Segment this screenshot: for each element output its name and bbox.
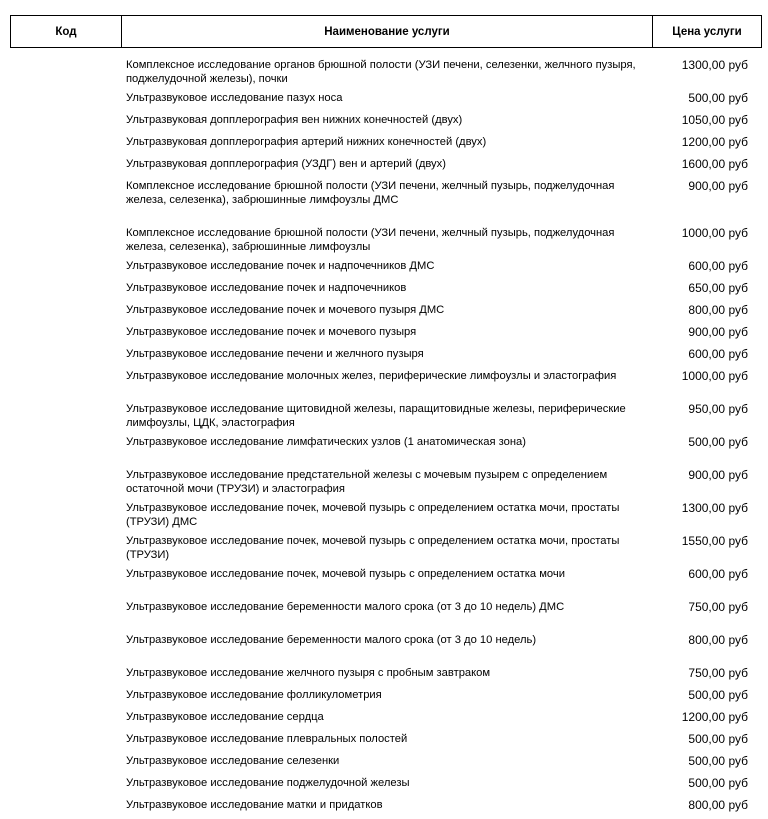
service-name: Ультразвуковое исследование фолликулометрия	[126, 689, 382, 701]
service-price: 1600,00 руб	[681, 157, 748, 171]
service-price: 500,00 руб	[688, 732, 748, 746]
service-price: 900,00 руб	[688, 468, 748, 482]
service-price: 1200,00 руб	[681, 135, 748, 149]
service-name: Ультразвуковое исследование поджелудочной железы	[126, 777, 410, 789]
service-price: 800,00 руб	[688, 798, 748, 812]
service-price: 500,00 руб	[688, 776, 748, 790]
service-price: 500,00 руб	[688, 91, 748, 105]
header-service-name: Наименование услуги	[121, 15, 653, 48]
service-name: Ультразвуковое исследование предстательной железы с мочевым пузырем с определением остаточной мочи (ТРУЗИ) и эластография	[126, 469, 608, 495]
service-name: Комплексное исследование органов брюшной полости (УЗИ печени, селезенки, желчного пузыря, поджелудочной железы), почки	[126, 59, 636, 85]
service-price: 900,00 руб	[688, 179, 748, 193]
service-name: Ультразвуковое исследование почек и мочевого пузыря	[126, 326, 417, 338]
service-price: 650,00 руб	[688, 281, 748, 295]
header-code: Код	[10, 15, 122, 48]
service-name: Ультразвуковое исследование желчного пузыря с пробным завтраком	[126, 667, 491, 679]
service-name: Ультразвуковое исследование молочных желез, периферические лимфоузлы и эластография	[126, 370, 617, 382]
service-price: 500,00 руб	[688, 688, 748, 702]
service-price: 750,00 руб	[688, 666, 748, 680]
service-name: Ультразвуковое исследование матки и придатков	[126, 799, 383, 811]
service-name: Ультразвуковое исследование почек, мочевой пузырь с определением остатка мочи, простаты (ТРУЗИ) ДМС	[126, 502, 620, 528]
service-name: Ультразвуковое исследование лимфатических узлов (1 анатомическая зона)	[126, 436, 526, 448]
service-price: 1000,00 руб	[681, 369, 748, 383]
service-name: Ультразвуковое исследование пазух носа	[126, 92, 343, 104]
service-name: Ультразвуковое исследование почек, мочевой пузырь с определением остатка мочи	[126, 568, 565, 580]
service-name: Ультразвуковое исследование почек и надпочечников	[126, 282, 407, 294]
service-name: Ультразвуковое исследование беременности малого срока (от 3 до 10 недель) ДМС	[126, 601, 565, 613]
service-price: 950,00 руб	[688, 402, 748, 416]
service-name: Ультразвуковое исследование щитовидной железы, паращитовидные железы, периферические лимфоузлы, ЦДК, эластография	[126, 403, 626, 429]
service-name: Ультразвуковое исследование почек и мочевого пузыря ДМС	[126, 304, 445, 316]
table-header	[10, 15, 762, 48]
service-name: Комплексное исследование брюшной полости (УЗИ печени, желчный пузырь, поджелудочная железа, селезенка), забрюшинные лимфоузлы	[126, 227, 615, 253]
service-price: 500,00 руб	[688, 754, 748, 768]
service-price: 750,00 руб	[688, 600, 748, 614]
service-name: Комплексное исследование брюшной полости (УЗИ печени, желчный пузырь, поджелудочная железа, селезенка), забрюшинные лимфоузлы ДМС	[126, 180, 615, 206]
service-name: Ультразвуковое исследование беременности малого срока (от 3 до 10 недель)	[126, 634, 537, 646]
service-name: Ультразвуковое исследование почек, мочевой пузырь с определением остатка мочи, простаты (ТРУЗИ)	[126, 535, 620, 561]
service-price: 1550,00 руб	[681, 534, 748, 548]
service-price: 1200,00 руб	[681, 710, 748, 724]
service-price: 600,00 руб	[688, 347, 748, 361]
service-name: Ультразвуковое исследование селезенки	[126, 755, 340, 767]
service-name: Ультразвуковое исследование почек и надпочечников ДМС	[126, 260, 435, 272]
service-price: 800,00 руб	[688, 303, 748, 317]
service-price: 600,00 руб	[688, 567, 748, 581]
service-price: 500,00 руб	[688, 435, 748, 449]
service-name: Ультразвуковая допплерография вен нижних конечностей (двух)	[126, 114, 463, 126]
service-price: 1000,00 руб	[681, 226, 748, 240]
service-price: 900,00 руб	[688, 325, 748, 339]
service-name: Ультразвуковая допплерография (УЗДГ) вен и артерий (двух)	[126, 158, 446, 170]
service-price: 1300,00 руб	[681, 58, 748, 72]
service-name: Ультразвуковое исследование сердца	[126, 711, 324, 723]
service-price: 600,00 руб	[688, 259, 748, 273]
service-price: 1300,00 руб	[681, 501, 748, 515]
service-price: 1050,00 руб	[681, 113, 748, 127]
header-price: Цена услуги	[652, 15, 762, 48]
service-name: Ультразвуковое исследование плевральных полостей	[126, 733, 408, 745]
service-name: Ультразвуковая допплерография артерий нижних конечностей (двух)	[126, 136, 487, 148]
service-price: 800,00 руб	[688, 633, 748, 647]
service-name: Ультразвуковое исследование печени и желчного пузыря	[126, 348, 424, 360]
